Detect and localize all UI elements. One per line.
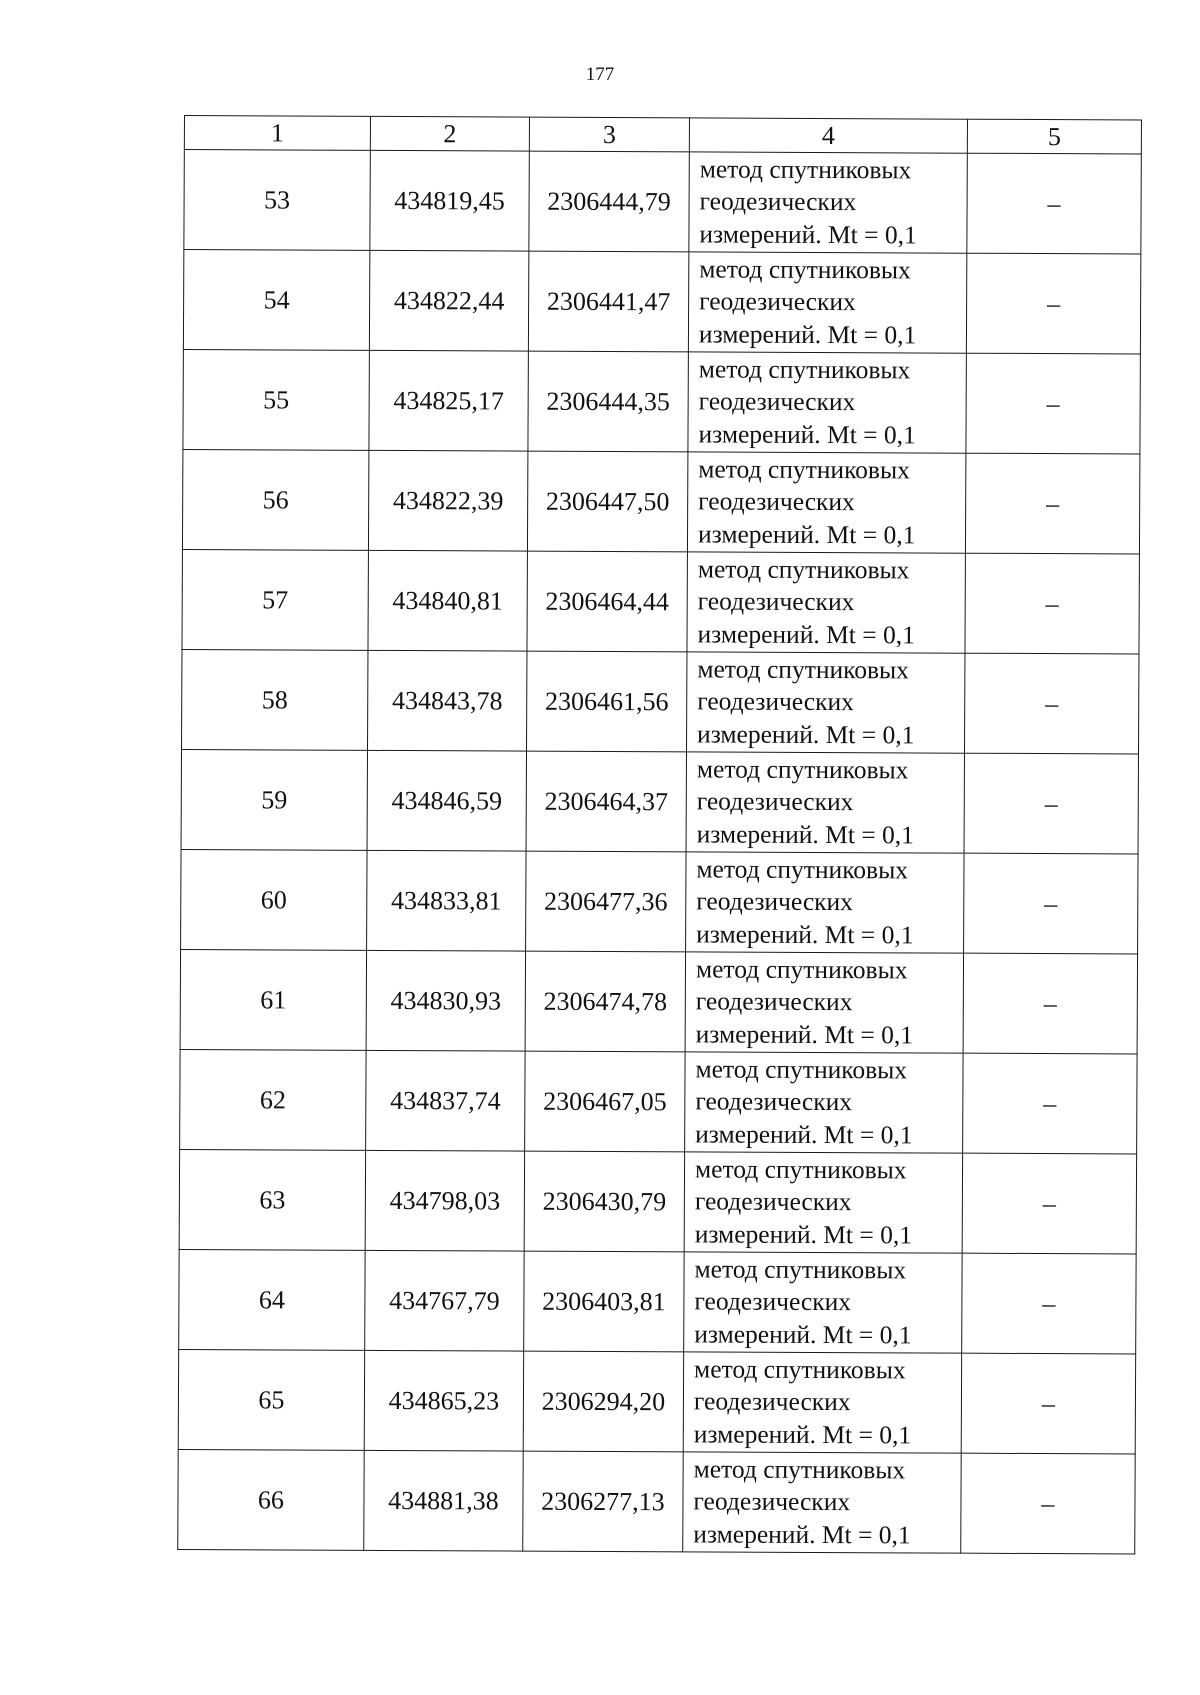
method-text-line: измерений. Mt = 0,1 <box>694 1319 912 1350</box>
method-cell <box>687 452 965 553</box>
method-text-line: метод спутниковых <box>699 154 912 185</box>
method-text-line: метод спутниковых <box>697 654 910 685</box>
note-cell: – <box>965 653 1139 754</box>
coordinates-table <box>177 115 1142 1554</box>
method-text-line: геодезических <box>694 1186 852 1217</box>
y-coordinate-cell: 2306444,79 <box>529 151 689 252</box>
method-text-line: геодезических <box>697 686 854 717</box>
table-row <box>182 649 1139 754</box>
method-text-line: измерений. Mt = 0,1 <box>697 619 915 650</box>
y-coordinate-cell: 2306447,50 <box>527 451 687 552</box>
x-coordinate-cell: 434865,23 <box>364 1350 523 1451</box>
y-coordinate-cell: 2306474,78 <box>525 951 685 1052</box>
method-text-line: измерений. Mt = 0,1 <box>698 419 916 450</box>
x-coordinate-cell: 434819,45 <box>370 150 529 251</box>
method-text-line: геодезических <box>694 1286 852 1317</box>
method-text-line: метод спутниковых <box>697 554 910 585</box>
method-text-line: метод спутниковых <box>698 354 911 385</box>
point-number-cell: 61 <box>180 949 366 1050</box>
method-text-line: геодезических <box>695 1086 853 1117</box>
method-text-line: измерений. Mt = 0,1 <box>693 1419 912 1450</box>
method-text-line: метод спутниковых <box>694 1154 907 1185</box>
table-row <box>181 849 1138 954</box>
point-number-cell: 57 <box>182 549 368 650</box>
note-cell: – <box>966 253 1140 354</box>
method-text-line: геодезических <box>693 1486 851 1517</box>
method-text-line: метод спутниковых <box>694 1254 907 1285</box>
table-row <box>182 449 1139 554</box>
method-cell <box>683 1452 961 1553</box>
method-text-line: измерений. Mt = 0,1 <box>695 1119 913 1150</box>
table-row <box>184 150 1141 255</box>
method-text-line: измерений. Mt = 0,1 <box>697 719 915 750</box>
table-body <box>178 150 1142 1554</box>
note-cell: – <box>961 1353 1135 1454</box>
note-cell: – <box>966 353 1140 454</box>
table-row <box>181 749 1138 854</box>
table-row <box>179 1149 1136 1254</box>
note-cell: – <box>964 853 1138 954</box>
note-cell: – <box>964 753 1138 854</box>
note-cell: – <box>967 153 1141 254</box>
x-coordinate-cell: 434798,03 <box>365 1150 524 1251</box>
page-number: 177 <box>585 64 615 85</box>
method-cell <box>683 1352 961 1453</box>
method-text-line: геодезических <box>698 486 855 517</box>
point-number-cell: 65 <box>178 1349 364 1450</box>
column-header-2: 2 <box>370 116 529 151</box>
x-coordinate-cell: 434843,78 <box>368 650 527 751</box>
y-coordinate-cell: 2306464,37 <box>526 751 686 852</box>
method-cell <box>687 552 965 653</box>
y-coordinate-cell: 2306430,79 <box>524 1151 684 1252</box>
method-cell <box>684 1152 962 1253</box>
method-text-line: геодезических <box>699 286 856 317</box>
y-coordinate-cell: 2306477,36 <box>526 851 686 952</box>
method-text-line: измерений. Mt = 0,1 <box>693 1519 911 1550</box>
method-cell <box>687 652 965 753</box>
note-cell: – <box>963 1053 1137 1154</box>
point-number-cell: 53 <box>184 150 370 251</box>
column-header-5: 5 <box>967 119 1141 154</box>
column-header-4: 4 <box>689 118 967 153</box>
method-text-line: метод спутниковых <box>696 754 909 785</box>
method-text-line: измерений. Mt = 0,1 <box>698 319 917 350</box>
x-coordinate-cell: 434837,74 <box>366 1050 525 1151</box>
method-text-line: измерений. Mt = 0,1 <box>694 1219 913 1250</box>
x-coordinate-cell: 434822,44 <box>369 250 528 351</box>
x-coordinate-cell: 434846,59 <box>367 750 526 851</box>
note-cell: – <box>965 453 1139 554</box>
method-text-line: метод спутниковых <box>698 454 910 485</box>
x-coordinate-cell: 434830,93 <box>366 950 525 1051</box>
table-row <box>182 549 1139 654</box>
y-coordinate-cell: 2306464,44 <box>527 551 687 652</box>
method-text-line: геодезических <box>693 1386 851 1417</box>
point-number-cell: 56 <box>182 449 368 550</box>
table-row <box>183 349 1140 454</box>
note-cell: – <box>963 953 1137 1054</box>
method-text-line: измерений. Mt = 0,1 <box>699 219 917 250</box>
x-coordinate-cell: 434767,79 <box>365 1250 524 1351</box>
note-cell: – <box>961 1453 1135 1554</box>
point-number-cell: 64 <box>179 1249 365 1350</box>
method-text-line: измерений. Mt = 0,1 <box>696 919 914 950</box>
point-number-cell: 54 <box>183 250 369 351</box>
method-text-line: метод спутниковых <box>694 1354 906 1385</box>
method-cell <box>686 752 964 853</box>
method-cell <box>685 1052 963 1153</box>
method-text-line: метод спутниковых <box>696 854 909 885</box>
method-text-line: измерений. Mt = 0,1 <box>696 819 915 850</box>
method-text-line: метод спутниковых <box>699 254 911 285</box>
method-cell <box>685 952 963 1053</box>
method-cell <box>688 252 966 353</box>
method-cell <box>689 152 967 253</box>
y-coordinate-cell: 2306444,35 <box>528 351 688 452</box>
point-number-cell: 66 <box>178 1449 364 1550</box>
column-header-3: 3 <box>529 117 689 152</box>
table-row <box>180 949 1137 1054</box>
method-text-line: геодезических <box>696 886 854 917</box>
method-cell <box>688 352 966 453</box>
y-coordinate-cell: 2306403,81 <box>524 1251 684 1352</box>
table-header-row <box>184 116 1141 155</box>
y-coordinate-cell: 2306461,56 <box>527 651 687 752</box>
method-text-line: метод спутниковых <box>695 1054 908 1085</box>
method-text-line: геодезических <box>699 186 857 217</box>
x-coordinate-cell: 434822,39 <box>368 450 527 551</box>
method-text-line: геодезических <box>698 386 856 417</box>
point-number-cell: 60 <box>181 849 367 950</box>
method-text-line: геодезических <box>695 986 853 1017</box>
x-coordinate-cell: 434881,38 <box>364 1450 523 1551</box>
x-coordinate-cell: 434833,81 <box>367 850 526 951</box>
y-coordinate-cell: 2306441,47 <box>528 251 688 352</box>
point-number-cell: 62 <box>180 1049 366 1150</box>
note-cell: – <box>962 1253 1136 1354</box>
method-text-line: измерений. Mt = 0,1 <box>697 519 916 550</box>
column-header-1: 1 <box>184 116 370 151</box>
method-text-line: метод спутниковых <box>695 954 908 985</box>
method-text-line: геодезических <box>696 786 854 817</box>
table-row <box>180 1049 1137 1154</box>
y-coordinate-cell: 2306467,05 <box>525 1051 685 1152</box>
table-row <box>183 250 1140 355</box>
table-row <box>179 1249 1136 1354</box>
point-number-cell: 55 <box>183 349 369 450</box>
method-cell <box>686 852 964 953</box>
table-row <box>178 1449 1135 1554</box>
x-coordinate-cell: 434825,17 <box>369 350 528 451</box>
point-number-cell: 59 <box>181 749 367 850</box>
method-cell <box>684 1252 962 1353</box>
x-coordinate-cell: 434840,81 <box>368 550 527 651</box>
method-text-line: геодезических <box>697 586 855 617</box>
point-number-cell: 58 <box>182 649 368 750</box>
y-coordinate-cell: 2306277,13 <box>523 1451 683 1552</box>
y-coordinate-cell: 2306294,20 <box>523 1351 683 1452</box>
note-cell: – <box>965 553 1139 654</box>
method-text-line: метод спутниковых <box>693 1454 906 1485</box>
point-number-cell: 63 <box>179 1149 365 1250</box>
table-row <box>178 1349 1135 1454</box>
note-cell: – <box>962 1153 1136 1254</box>
method-text-line: измерений. Mt = 0,1 <box>695 1019 914 1050</box>
